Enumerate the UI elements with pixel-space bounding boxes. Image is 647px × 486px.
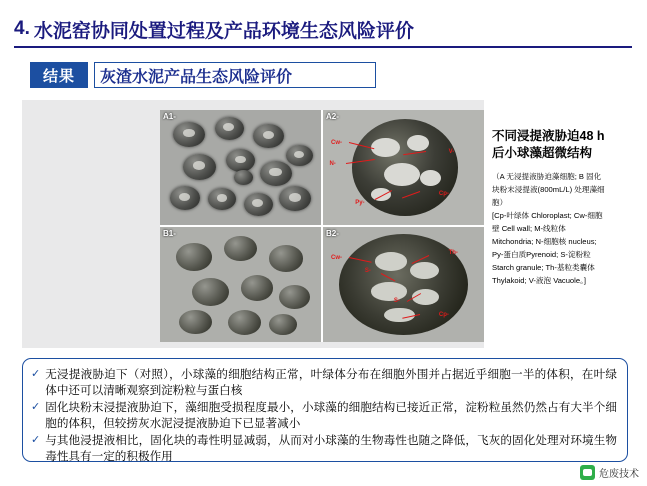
micrograph-a1 [160,110,321,225]
panel-label-a1: A1- [163,112,176,121]
caption-line-3: [Cp-叶绿体 Chloroplast; Cw-细胞 [492,211,603,220]
list-item [31,400,617,431]
title-text: 水泥窑协同处置过程及产品环境生态风险评价 [33,20,414,42]
annotation-cw-b2: Cw- [331,254,343,261]
caption-line-4: 壁 Cell wall; M-线粒体 [492,224,566,233]
check-icon: ✓ [31,368,41,380]
annotation-v-a2: V- [448,149,455,156]
panel-label-b1: B1- [163,229,176,238]
caption-line-8: Thylakoid; V-液泡 Vacuole。] [492,276,586,285]
annotation-py-a2: Py- [355,199,365,206]
caption-title-line2: 后小球藻超微结构 [492,146,593,160]
watermark-badge [580,465,639,480]
list-item [31,367,617,398]
micrograph-b1 [160,227,321,342]
title-divider [14,46,632,48]
caption-body [492,171,640,286]
caption-line-1: 块粉末浸提液(800mL/L) 处理藻细 [492,185,605,194]
result-badge: 结果 [30,62,88,88]
subtitle-box [94,62,376,88]
annotation-th-b2: Th- [448,250,458,256]
title-number: 4. [14,18,30,39]
annotation-cw-a2: Cw- [331,139,343,146]
bullet-text-2: 固化块粉末浸提液胁迫下，藻细胞受损程度最小，小球藻的细胞结构已接近正常，淀粉粒虽然仍然占有大半个细胞的体积，但较捞灰水泥浸提液胁迫下已显著减小 [45,401,617,430]
caption-line-7: Starch granule; Th-基粒类囊体 [492,263,595,272]
caption-title-line1: 不同浸提液胁迫48 h [492,129,605,143]
micrograph-grid [160,110,484,342]
check-icon: ✓ [31,401,41,413]
figure-caption [492,128,640,288]
caption-line-2: 胞） [492,198,508,207]
caption-line-6: Py-蛋白质Pyrenoid; S-淀粉粒 [492,250,591,259]
annotation-n-a2: N- [329,160,336,167]
annotation-s1-b2: S- [364,268,371,275]
caption-line-5: Mitchondria; N-细胞核 nucleus; [492,237,597,246]
bullet-text-3: 与其他浸提液相比，固化块的毒性明显减弱，从而对小球藻的生物毒性也随之降低，飞灰的固化处理对环境生物毒性具有一定的积极作用 [45,434,617,463]
subtitle-text: 灰渣水泥产品生态风险评价 [100,68,293,86]
check-icon: ✓ [31,434,41,446]
conclusion-box [22,358,628,462]
watermark-text: 危废技术 [599,469,639,480]
list-item [31,433,617,464]
panel-label-b2: B2- [326,229,339,238]
panel-label-a2: A2- [326,112,339,121]
annotation-s2-b2: S- [393,298,400,305]
annotation-cp-a2: Cp- [438,190,449,197]
micrograph-b2 [323,227,484,342]
bullet-text-1: 无浸提液胁迫下（对照），小球藻的细胞结构正常，叶绿体分布在细胞外围并占据近乎细胞一半的体积，在叶绿体中还可以清晰观察到淀粉粒与蛋白核 [45,368,617,397]
caption-line-0: （A 无浸提液胁迫藻细胞; B 固化 [492,172,602,181]
annotation-cp-b2: Cp- [438,312,449,319]
micrograph-a2 [323,110,484,225]
wechat-icon [580,465,595,480]
page-title [14,14,634,44]
